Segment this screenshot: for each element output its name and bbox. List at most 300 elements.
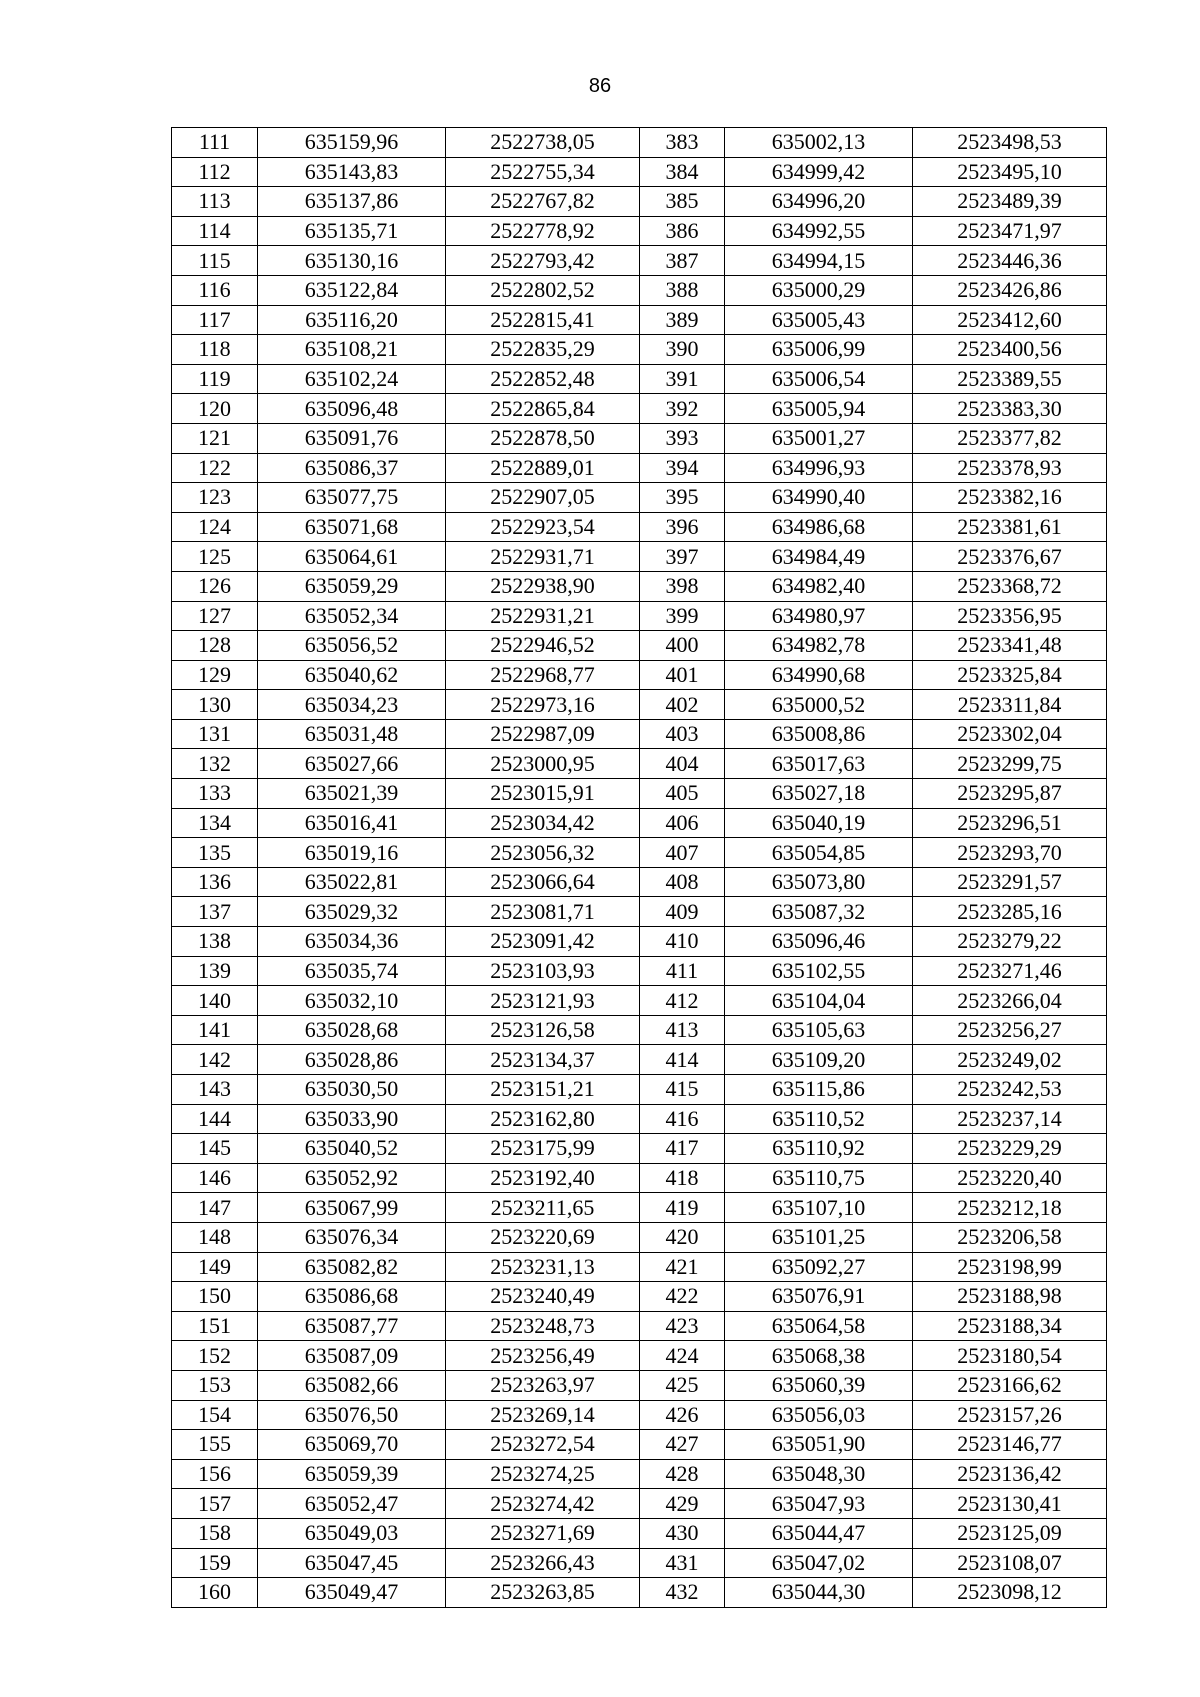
- x-coordinate-cell: 635021,39: [258, 779, 446, 809]
- point-number-cell: 399: [640, 601, 725, 631]
- y-coordinate-cell: 2523489,39: [913, 187, 1107, 217]
- x-coordinate-cell: 635115,86: [725, 1075, 913, 1105]
- x-coordinate-cell: 634982,40: [725, 571, 913, 601]
- page-number: 86: [588, 75, 612, 97]
- y-coordinate-cell: 2523249,02: [913, 1045, 1107, 1075]
- y-coordinate-cell: 2523198,99: [913, 1252, 1107, 1282]
- x-coordinate-cell: 635052,34: [258, 601, 446, 631]
- y-coordinate-cell: 2523248,73: [446, 1311, 640, 1341]
- point-number-cell: 119: [172, 364, 258, 394]
- point-number-cell: 125: [172, 542, 258, 572]
- table-row: [172, 335, 1107, 365]
- y-coordinate-cell: 2523263,85: [446, 1578, 640, 1608]
- table-row: [172, 927, 1107, 957]
- y-coordinate-cell: 2523098,12: [913, 1578, 1107, 1608]
- point-number-cell: 127: [172, 601, 258, 631]
- point-number-cell: 158: [172, 1518, 258, 1548]
- table-row: [172, 246, 1107, 276]
- table-row: [172, 986, 1107, 1016]
- coordinates-table-body: [172, 128, 1107, 1608]
- x-coordinate-cell: 635110,75: [725, 1163, 913, 1193]
- x-coordinate-cell: 635067,99: [258, 1193, 446, 1223]
- point-number-cell: 387: [640, 246, 725, 276]
- point-number-cell: 147: [172, 1193, 258, 1223]
- table-row: [172, 719, 1107, 749]
- point-number-cell: 414: [640, 1045, 725, 1075]
- point-number-cell: 406: [640, 808, 725, 838]
- y-coordinate-cell: 2523412,60: [913, 305, 1107, 335]
- table-row: [172, 187, 1107, 217]
- point-number-cell: 419: [640, 1193, 725, 1223]
- y-coordinate-cell: 2523256,27: [913, 1015, 1107, 1045]
- table-row: [172, 956, 1107, 986]
- x-coordinate-cell: 635086,68: [258, 1282, 446, 1312]
- x-coordinate-cell: 635040,52: [258, 1134, 446, 1164]
- y-coordinate-cell: 2523274,25: [446, 1459, 640, 1489]
- table-row: [172, 512, 1107, 542]
- point-number-cell: 417: [640, 1134, 725, 1164]
- point-number-cell: 395: [640, 483, 725, 513]
- x-coordinate-cell: 635029,32: [258, 897, 446, 927]
- x-coordinate-cell: 635027,18: [725, 779, 913, 809]
- point-number-cell: 157: [172, 1489, 258, 1519]
- point-number-cell: 118: [172, 335, 258, 365]
- y-coordinate-cell: 2523446,36: [913, 246, 1107, 276]
- x-coordinate-cell: 635135,71: [258, 216, 446, 246]
- point-number-cell: 394: [640, 453, 725, 483]
- y-coordinate-cell: 2523377,82: [913, 423, 1107, 453]
- y-coordinate-cell: 2523400,56: [913, 335, 1107, 365]
- point-number-cell: 385: [640, 187, 725, 217]
- point-number-cell: 128: [172, 631, 258, 661]
- table-row: [172, 364, 1107, 394]
- y-coordinate-cell: 2523376,67: [913, 542, 1107, 572]
- table-row: [172, 1548, 1107, 1578]
- point-number-cell: 398: [640, 571, 725, 601]
- table-row: [172, 690, 1107, 720]
- table-row: [172, 1282, 1107, 1312]
- y-coordinate-cell: 2523266,43: [446, 1548, 640, 1578]
- x-coordinate-cell: 635077,75: [258, 483, 446, 513]
- point-number-cell: 400: [640, 631, 725, 661]
- x-coordinate-cell: 634980,97: [725, 601, 913, 631]
- table-row: [172, 749, 1107, 779]
- y-coordinate-cell: 2523368,72: [913, 571, 1107, 601]
- table-row: [172, 1222, 1107, 1252]
- x-coordinate-cell: 635159,96: [258, 128, 446, 158]
- y-coordinate-cell: 2523134,37: [446, 1045, 640, 1075]
- table-row: [172, 571, 1107, 601]
- y-coordinate-cell: 2523495,10: [913, 157, 1107, 187]
- y-coordinate-cell: 2522923,54: [446, 512, 640, 542]
- point-number-cell: 407: [640, 838, 725, 868]
- x-coordinate-cell: 635000,52: [725, 690, 913, 720]
- x-coordinate-cell: 635116,20: [258, 305, 446, 335]
- x-coordinate-cell: 634994,15: [725, 246, 913, 276]
- point-number-cell: 141: [172, 1015, 258, 1045]
- x-coordinate-cell: 635044,30: [725, 1578, 913, 1608]
- y-coordinate-cell: 2522973,16: [446, 690, 640, 720]
- x-coordinate-cell: 635016,41: [258, 808, 446, 838]
- y-coordinate-cell: 2522878,50: [446, 423, 640, 453]
- y-coordinate-cell: 2523157,26: [913, 1400, 1107, 1430]
- point-number-cell: 131: [172, 719, 258, 749]
- x-coordinate-cell: 635030,50: [258, 1075, 446, 1105]
- point-number-cell: 431: [640, 1548, 725, 1578]
- point-number-cell: 418: [640, 1163, 725, 1193]
- y-coordinate-cell: 2523311,84: [913, 690, 1107, 720]
- table-row: [172, 897, 1107, 927]
- y-coordinate-cell: 2522802,52: [446, 275, 640, 305]
- table-row: [172, 660, 1107, 690]
- x-coordinate-cell: 635076,91: [725, 1282, 913, 1312]
- point-number-cell: 116: [172, 275, 258, 305]
- y-coordinate-cell: 2522852,48: [446, 364, 640, 394]
- x-coordinate-cell: 635059,29: [258, 571, 446, 601]
- table-row: [172, 305, 1107, 335]
- point-number-cell: 135: [172, 838, 258, 868]
- x-coordinate-cell: 635040,62: [258, 660, 446, 690]
- y-coordinate-cell: 2523325,84: [913, 660, 1107, 690]
- y-coordinate-cell: 2523274,42: [446, 1489, 640, 1519]
- y-coordinate-cell: 2522793,42: [446, 246, 640, 276]
- x-coordinate-cell: 635068,38: [725, 1341, 913, 1371]
- table-row: [172, 542, 1107, 572]
- y-coordinate-cell: 2523126,58: [446, 1015, 640, 1045]
- x-coordinate-cell: 634986,68: [725, 512, 913, 542]
- point-number-cell: 386: [640, 216, 725, 246]
- x-coordinate-cell: 635022,81: [258, 867, 446, 897]
- point-number-cell: 405: [640, 779, 725, 809]
- table-row: [172, 601, 1107, 631]
- table-row: [172, 1045, 1107, 1075]
- y-coordinate-cell: 2523188,34: [913, 1311, 1107, 1341]
- x-coordinate-cell: 634984,49: [725, 542, 913, 572]
- point-number-cell: 389: [640, 305, 725, 335]
- point-number-cell: 143: [172, 1075, 258, 1105]
- table-row: [172, 867, 1107, 897]
- x-coordinate-cell: 635071,68: [258, 512, 446, 542]
- point-number-cell: 120: [172, 394, 258, 424]
- table-row: [172, 1370, 1107, 1400]
- y-coordinate-cell: 2523081,71: [446, 897, 640, 927]
- point-number-cell: 383: [640, 128, 725, 158]
- table-row: [172, 423, 1107, 453]
- y-coordinate-cell: 2522835,29: [446, 335, 640, 365]
- point-number-cell: 139: [172, 956, 258, 986]
- y-coordinate-cell: 2523293,70: [913, 838, 1107, 868]
- y-coordinate-cell: 2523162,80: [446, 1104, 640, 1134]
- table-row: [172, 394, 1107, 424]
- table-row: [172, 1252, 1107, 1282]
- point-number-cell: 416: [640, 1104, 725, 1134]
- y-coordinate-cell: 2522968,77: [446, 660, 640, 690]
- point-number-cell: 415: [640, 1075, 725, 1105]
- point-number-cell: 126: [172, 571, 258, 601]
- y-coordinate-cell: 2523299,75: [913, 749, 1107, 779]
- x-coordinate-cell: 635076,34: [258, 1222, 446, 1252]
- x-coordinate-cell: 635049,47: [258, 1578, 446, 1608]
- table-row: [172, 1430, 1107, 1460]
- x-coordinate-cell: 635091,76: [258, 423, 446, 453]
- point-number-cell: 425: [640, 1370, 725, 1400]
- point-number-cell: 422: [640, 1282, 725, 1312]
- y-coordinate-cell: 2523263,97: [446, 1370, 640, 1400]
- x-coordinate-cell: 635096,46: [725, 927, 913, 957]
- table-row: [172, 453, 1107, 483]
- x-coordinate-cell: 634992,55: [725, 216, 913, 246]
- point-number-cell: 390: [640, 335, 725, 365]
- x-coordinate-cell: 635034,36: [258, 927, 446, 957]
- point-number-cell: 121: [172, 423, 258, 453]
- y-coordinate-cell: 2522815,41: [446, 305, 640, 335]
- x-coordinate-cell: 635108,21: [258, 335, 446, 365]
- point-number-cell: 427: [640, 1430, 725, 1460]
- table-row: [172, 1163, 1107, 1193]
- y-coordinate-cell: 2523356,95: [913, 601, 1107, 631]
- x-coordinate-cell: 635032,10: [258, 986, 446, 1016]
- y-coordinate-cell: 2522755,34: [446, 157, 640, 187]
- x-coordinate-cell: 635052,47: [258, 1489, 446, 1519]
- point-number-cell: 134: [172, 808, 258, 838]
- point-number-cell: 409: [640, 897, 725, 927]
- x-coordinate-cell: 635101,25: [725, 1222, 913, 1252]
- x-coordinate-cell: 635052,92: [258, 1163, 446, 1193]
- y-coordinate-cell: 2523272,54: [446, 1430, 640, 1460]
- point-number-cell: 396: [640, 512, 725, 542]
- x-coordinate-cell: 635047,02: [725, 1548, 913, 1578]
- point-number-cell: 430: [640, 1518, 725, 1548]
- point-number-cell: 115: [172, 246, 258, 276]
- y-coordinate-cell: 2522938,90: [446, 571, 640, 601]
- point-number-cell: 156: [172, 1459, 258, 1489]
- table-row: [172, 157, 1107, 187]
- y-coordinate-cell: 2523237,14: [913, 1104, 1107, 1134]
- table-row: [172, 1489, 1107, 1519]
- x-coordinate-cell: 635069,70: [258, 1430, 446, 1460]
- point-number-cell: 402: [640, 690, 725, 720]
- point-number-cell: 159: [172, 1548, 258, 1578]
- y-coordinate-cell: 2523291,57: [913, 867, 1107, 897]
- point-number-cell: 130: [172, 690, 258, 720]
- table-row: [172, 1075, 1107, 1105]
- x-coordinate-cell: 635110,92: [725, 1134, 913, 1164]
- x-coordinate-cell: 635035,74: [258, 956, 446, 986]
- y-coordinate-cell: 2523231,13: [446, 1252, 640, 1282]
- y-coordinate-cell: 2523382,16: [913, 483, 1107, 513]
- x-coordinate-cell: 635056,52: [258, 631, 446, 661]
- y-coordinate-cell: 2523285,16: [913, 897, 1107, 927]
- y-coordinate-cell: 2523242,53: [913, 1075, 1107, 1105]
- point-number-cell: 138: [172, 927, 258, 957]
- table-row: [172, 838, 1107, 868]
- x-coordinate-cell: 635102,55: [725, 956, 913, 986]
- x-coordinate-cell: 635006,54: [725, 364, 913, 394]
- point-number-cell: 140: [172, 986, 258, 1016]
- x-coordinate-cell: 635082,66: [258, 1370, 446, 1400]
- point-number-cell: 137: [172, 897, 258, 927]
- x-coordinate-cell: 635137,86: [258, 187, 446, 217]
- y-coordinate-cell: 2522738,05: [446, 128, 640, 158]
- x-coordinate-cell: 635087,32: [725, 897, 913, 927]
- y-coordinate-cell: 2523103,93: [446, 956, 640, 986]
- x-coordinate-cell: 635143,83: [258, 157, 446, 187]
- point-number-cell: 403: [640, 719, 725, 749]
- point-number-cell: 146: [172, 1163, 258, 1193]
- y-coordinate-cell: 2523146,77: [913, 1430, 1107, 1460]
- y-coordinate-cell: 2522931,21: [446, 601, 640, 631]
- y-coordinate-cell: 2523279,22: [913, 927, 1107, 957]
- x-coordinate-cell: 635034,23: [258, 690, 446, 720]
- y-coordinate-cell: 2523271,46: [913, 956, 1107, 986]
- point-number-cell: 150: [172, 1282, 258, 1312]
- table-row: [172, 631, 1107, 661]
- point-number-cell: 117: [172, 305, 258, 335]
- point-number-cell: 424: [640, 1341, 725, 1371]
- table-row: [172, 128, 1107, 158]
- y-coordinate-cell: 2523056,32: [446, 838, 640, 868]
- x-coordinate-cell: 635064,61: [258, 542, 446, 572]
- y-coordinate-cell: 2523256,49: [446, 1341, 640, 1371]
- y-coordinate-cell: 2523175,99: [446, 1134, 640, 1164]
- x-coordinate-cell: 635092,27: [725, 1252, 913, 1282]
- y-coordinate-cell: 2523389,55: [913, 364, 1107, 394]
- point-number-cell: 401: [640, 660, 725, 690]
- x-coordinate-cell: 635087,77: [258, 1311, 446, 1341]
- x-coordinate-cell: 635060,39: [725, 1370, 913, 1400]
- y-coordinate-cell: 2523188,98: [913, 1282, 1107, 1312]
- x-coordinate-cell: 635019,16: [258, 838, 446, 868]
- x-coordinate-cell: 635130,16: [258, 246, 446, 276]
- x-coordinate-cell: 634996,20: [725, 187, 913, 217]
- table-row: [172, 1311, 1107, 1341]
- x-coordinate-cell: 635000,29: [725, 275, 913, 305]
- x-coordinate-cell: 635064,58: [725, 1311, 913, 1341]
- point-number-cell: 142: [172, 1045, 258, 1075]
- x-coordinate-cell: 635102,24: [258, 364, 446, 394]
- x-coordinate-cell: 635073,80: [725, 867, 913, 897]
- table-row: [172, 1518, 1107, 1548]
- y-coordinate-cell: 2522889,01: [446, 453, 640, 483]
- y-coordinate-cell: 2523426,86: [913, 275, 1107, 305]
- x-coordinate-cell: 635001,27: [725, 423, 913, 453]
- point-number-cell: 151: [172, 1311, 258, 1341]
- point-number-cell: 432: [640, 1578, 725, 1608]
- y-coordinate-cell: 2523271,69: [446, 1518, 640, 1548]
- table-row: [172, 1134, 1107, 1164]
- table-row: [172, 1104, 1107, 1134]
- point-number-cell: 410: [640, 927, 725, 957]
- y-coordinate-cell: 2523000,95: [446, 749, 640, 779]
- y-coordinate-cell: 2523381,61: [913, 512, 1107, 542]
- point-number-cell: 129: [172, 660, 258, 690]
- point-number-cell: 420: [640, 1222, 725, 1252]
- point-number-cell: 122: [172, 453, 258, 483]
- y-coordinate-cell: 2523166,62: [913, 1370, 1107, 1400]
- point-number-cell: 426: [640, 1400, 725, 1430]
- x-coordinate-cell: 635028,86: [258, 1045, 446, 1075]
- x-coordinate-cell: 635051,90: [725, 1430, 913, 1460]
- table-row: [172, 216, 1107, 246]
- y-coordinate-cell: 2523180,54: [913, 1341, 1107, 1371]
- y-coordinate-cell: 2522778,92: [446, 216, 640, 246]
- x-coordinate-cell: 635086,37: [258, 453, 446, 483]
- point-number-cell: 124: [172, 512, 258, 542]
- point-number-cell: 144: [172, 1104, 258, 1134]
- y-coordinate-cell: 2523121,93: [446, 986, 640, 1016]
- y-coordinate-cell: 2523034,42: [446, 808, 640, 838]
- point-number-cell: 397: [640, 542, 725, 572]
- point-number-cell: 133: [172, 779, 258, 809]
- point-number-cell: 408: [640, 867, 725, 897]
- coordinates-table: [171, 127, 1107, 1608]
- x-coordinate-cell: 635110,52: [725, 1104, 913, 1134]
- point-number-cell: 111: [172, 128, 258, 158]
- x-coordinate-cell: 634990,40: [725, 483, 913, 513]
- x-coordinate-cell: 635008,86: [725, 719, 913, 749]
- point-number-cell: 423: [640, 1311, 725, 1341]
- point-number-cell: 145: [172, 1134, 258, 1164]
- y-coordinate-cell: 2523302,04: [913, 719, 1107, 749]
- y-coordinate-cell: 2523383,30: [913, 394, 1107, 424]
- x-coordinate-cell: 635082,82: [258, 1252, 446, 1282]
- x-coordinate-cell: 635027,66: [258, 749, 446, 779]
- y-coordinate-cell: 2522907,05: [446, 483, 640, 513]
- x-coordinate-cell: 635087,09: [258, 1341, 446, 1371]
- y-coordinate-cell: 2523211,65: [446, 1193, 640, 1223]
- point-number-cell: 160: [172, 1578, 258, 1608]
- x-coordinate-cell: 635044,47: [725, 1518, 913, 1548]
- point-number-cell: 155: [172, 1430, 258, 1460]
- x-coordinate-cell: 635048,30: [725, 1459, 913, 1489]
- y-coordinate-cell: 2522931,71: [446, 542, 640, 572]
- point-number-cell: 421: [640, 1252, 725, 1282]
- x-coordinate-cell: 635017,63: [725, 749, 913, 779]
- point-number-cell: 149: [172, 1252, 258, 1282]
- point-number-cell: 388: [640, 275, 725, 305]
- point-number-cell: 148: [172, 1222, 258, 1252]
- point-number-cell: 392: [640, 394, 725, 424]
- y-coordinate-cell: 2522865,84: [446, 394, 640, 424]
- x-coordinate-cell: 635047,45: [258, 1548, 446, 1578]
- x-coordinate-cell: 635005,94: [725, 394, 913, 424]
- y-coordinate-cell: 2523015,91: [446, 779, 640, 809]
- x-coordinate-cell: 634982,78: [725, 631, 913, 661]
- point-number-cell: 413: [640, 1015, 725, 1045]
- x-coordinate-cell: 635056,03: [725, 1400, 913, 1430]
- x-coordinate-cell: 635006,99: [725, 335, 913, 365]
- point-number-cell: 132: [172, 749, 258, 779]
- y-coordinate-cell: 2523091,42: [446, 927, 640, 957]
- table-row: [172, 275, 1107, 305]
- point-number-cell: 136: [172, 867, 258, 897]
- table-row: [172, 1341, 1107, 1371]
- point-number-cell: 391: [640, 364, 725, 394]
- point-number-cell: 153: [172, 1370, 258, 1400]
- y-coordinate-cell: 2523378,93: [913, 453, 1107, 483]
- x-coordinate-cell: 634999,42: [725, 157, 913, 187]
- table-row: [172, 1193, 1107, 1223]
- point-number-cell: 412: [640, 986, 725, 1016]
- point-number-cell: 411: [640, 956, 725, 986]
- x-coordinate-cell: 635031,48: [258, 719, 446, 749]
- x-coordinate-cell: 634996,93: [725, 453, 913, 483]
- x-coordinate-cell: 635033,90: [258, 1104, 446, 1134]
- x-coordinate-cell: 635059,39: [258, 1459, 446, 1489]
- y-coordinate-cell: 2523220,40: [913, 1163, 1107, 1193]
- y-coordinate-cell: 2523240,49: [446, 1282, 640, 1312]
- x-coordinate-cell: 634990,68: [725, 660, 913, 690]
